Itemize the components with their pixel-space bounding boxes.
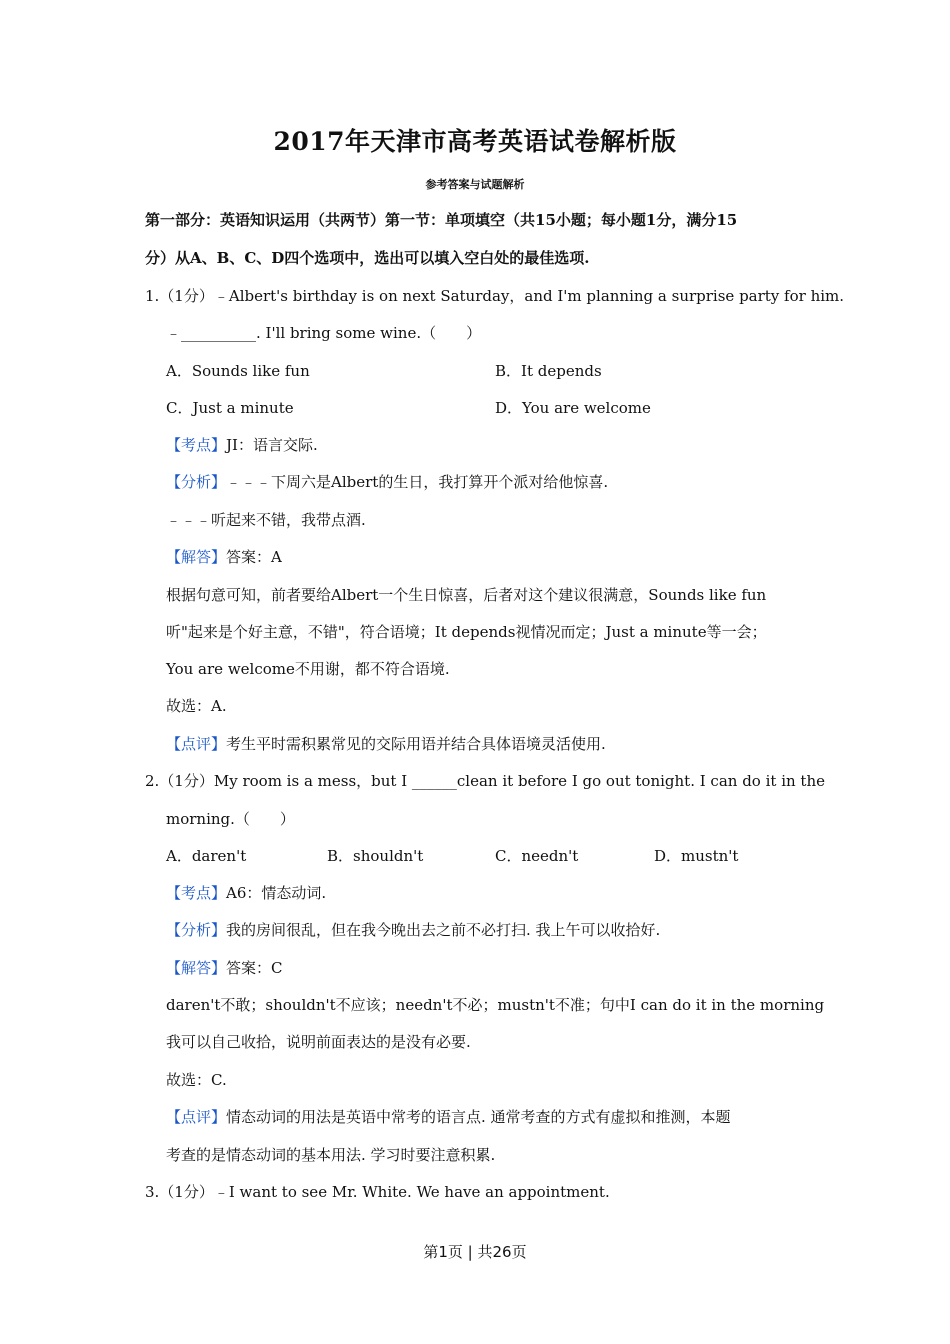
q2-kaodian [166, 883, 326, 903]
q1-jieda [166, 547, 282, 567]
q1-explanation-2: 听"起来是个好主意，不错"，符合语境；It depends视情况而定；Just a minute等一会； [166, 623, 767, 641]
q2-jieda-text: 答案：C [226, 959, 283, 977]
q2-fenxi-text: 我的房间很乱，但在我今晚出去之前不必打扫. 我上午可以收拾好. [226, 921, 661, 939]
q1-kaodian [166, 435, 318, 455]
q1-fenxi-text-2: ﹣﹣﹣听起来不错，我带点酒. [166, 511, 366, 529]
q1-fenxi [166, 472, 608, 492]
jieda-tag: 【解答】 [166, 959, 227, 977]
q1-guxuan: 故选：A. [166, 697, 227, 715]
q1-dianping [166, 734, 606, 754]
kaodian-tag: 【考点】 [166, 884, 227, 902]
section-intro-line-2: 分）从A、B、C、D四个选项中，选出可以填入空白处的最佳选项. [145, 249, 590, 267]
fenxi-tag: 【分析】 [166, 921, 227, 939]
q2-kaodian-text: A6：情态动词. [226, 884, 327, 902]
q2-jieda [166, 958, 283, 978]
dianping-tag: 【点评】 [166, 1108, 227, 1126]
q1-explanation-1: 根据句意可知，前者要给Albert一个生日惊喜，后者对这个建议很满意，Sounds like fun [166, 586, 767, 604]
q2-stem-line-2: morning.（ ） [166, 810, 295, 828]
q2-dianping-text-2: 考查的是情态动词的基本用法. 学习时要注意积累. [166, 1146, 496, 1164]
q2-stem-line-1: 2.（1分）My room is a mess，but I ______clean it before I go out tonight. I can do it in the [145, 772, 825, 790]
kaodian-tag: 【考点】 [166, 436, 227, 454]
q1-option-b: B．It depends [495, 362, 602, 380]
q1-option-a: A．Sounds like fun [166, 362, 310, 380]
q2-guxuan: 故选：C. [166, 1071, 227, 1089]
q2-explanation-2: 我可以自己收拾，说明前面表达的是没有必要. [166, 1033, 471, 1051]
q2-option-d: D．mustn't [654, 847, 739, 865]
q1-kaodian-text: JI：语言交际. [226, 436, 318, 454]
q1-fenxi-text-1: ﹣﹣﹣下周六是Albert的生日，我打算开个派对给他惊喜. [226, 473, 609, 491]
q2-option-c: C．needn't [495, 847, 579, 865]
dianping-tag: 【点评】 [166, 735, 227, 753]
q1-option-d: D．You are welcome [495, 399, 651, 417]
page-subtitle: 参考答案与试题解析 [425, 178, 525, 191]
q2-explanation-1: daren't不敢；shouldn't不应该；needn't不必；mustn't不准；句中I can do it in the morning [166, 996, 825, 1014]
q1-stem-line-2: ﹣__________. I'll bring some wine.（ ） [166, 324, 482, 342]
q2-dianping [166, 1107, 731, 1127]
jieda-tag: 【解答】 [166, 548, 227, 566]
q1-jieda-text: 答案：A [226, 548, 282, 566]
q2-option-a: A．daren't [166, 847, 247, 865]
fenxi-tag: 【分析】 [166, 473, 227, 491]
page-footer: 第1页 | 共26页 [423, 1243, 527, 1261]
section-intro-line-1: 第一部分：英语知识运用（共两节）第一节：单项填空（共15小题；每小题1分，满分15 [145, 211, 738, 229]
q1-option-c: C．Just a minute [166, 399, 294, 417]
q1-explanation-3: You are welcome不用谢，都不符合语境. [166, 660, 450, 678]
q1-stem-line-1: 1.（1分）﹣Albert's birthday is on next Saturday，and I'm planning a surprise party for him. [145, 287, 845, 305]
q2-dianping-text-1: 情态动词的用法是英语中常考的语言点. 通常考查的方式有虚拟和推测，本题 [226, 1108, 731, 1126]
q2-fenxi [166, 920, 660, 940]
page-title: 2017年天津市高考英语试卷解析版 [273, 127, 677, 156]
q1-dianping-text: 考生平时需积累常见的交际用语并结合具体语境灵活使用. [226, 735, 606, 753]
q2-option-b: B．shouldn't [327, 847, 424, 865]
q3-stem-line-1: 3.（1分）﹣I want to see Mr. White. We have an appointment. [145, 1183, 610, 1201]
